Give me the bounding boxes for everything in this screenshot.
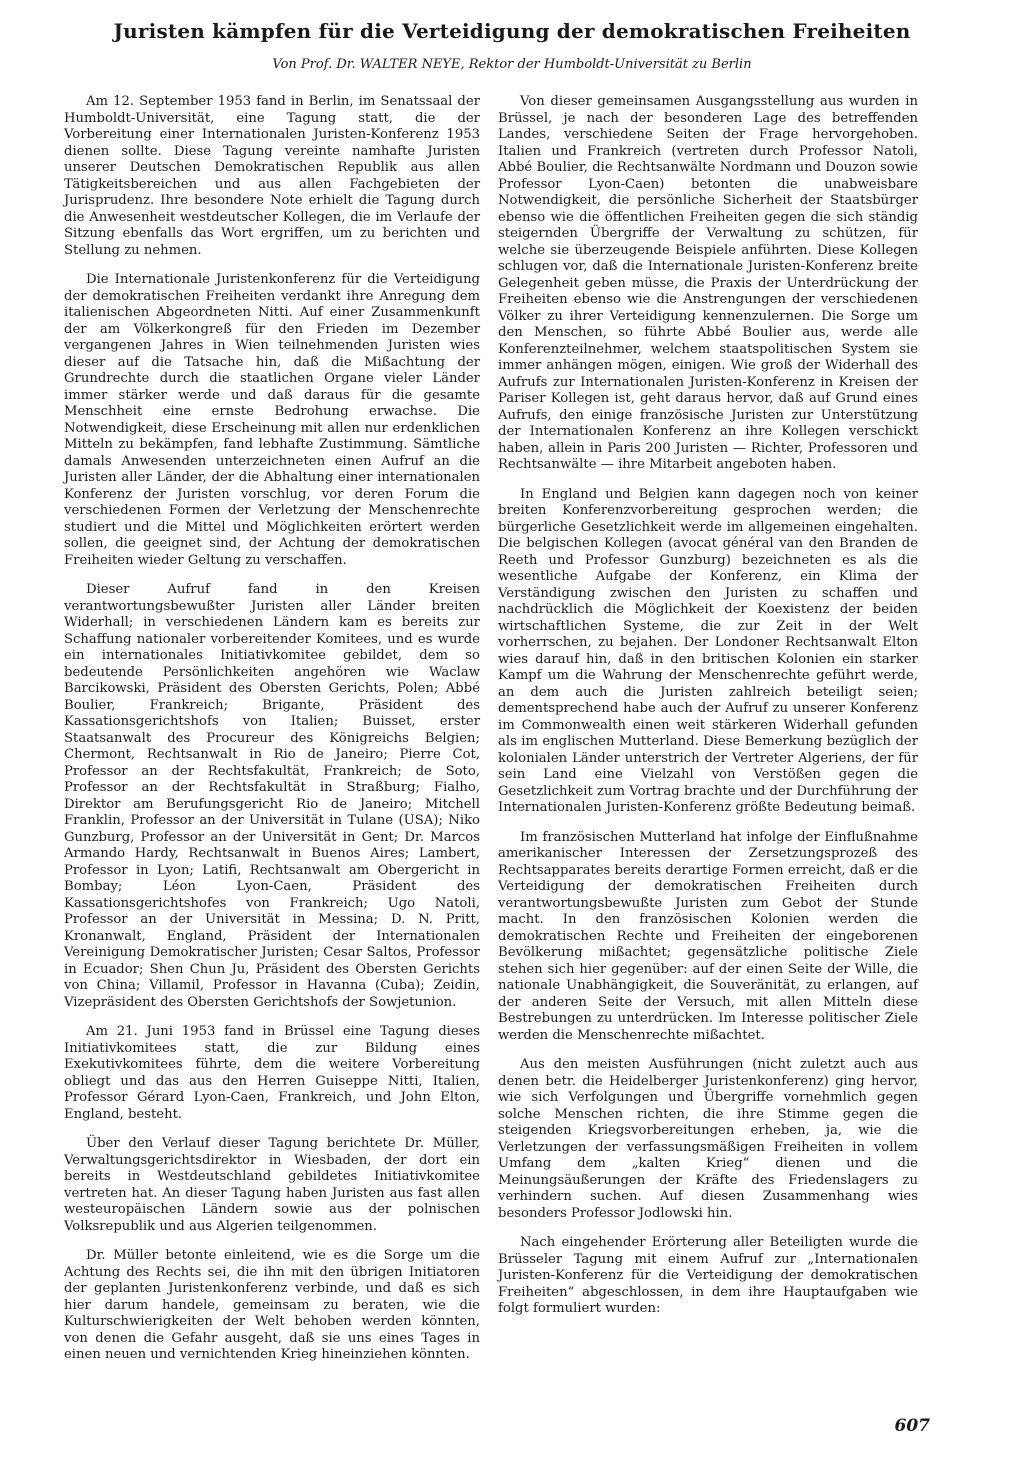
left-column	[64, 94, 480, 1377]
paragraph: Im französischen Mutterland hat infolge der Einflußnahme amerikanischer Interessen der Zersetzungsprozeß des Rechtsapparates bereits derartige Formen erreicht, daß er die Verteidigung der demokratischen Freiheiten durch verantwortungsbewußte Juristen zum Gebot der Stunde macht. In den französischen Kolonien werden die demokratischen Rechte und Freiheiten der eingeborenen Bevölkerung mißachtet; gegensätzliche politische Ziele stehen sich hier gegenüber: auf der einen Seite der Wille, die nationale Unabhängigkeit, die Souveränität, zu erlangen, auf der anderen Seite der Versuch, mit allen Mitteln diese Bestrebungen zu unterdrücken. Im Interesse politischer Ziele werden die Menschenrechte mißachtet.	[498, 829, 918, 1043]
paragraph: Am 21. Juni 1953 fand in Brüssel eine Tagung dieses Initiativkomitees statt, die zur Bildung eines Exekutivkomitees führte, dem die weitere Vorbereitung obliegt und das aus den Herren Guiseppe Nitti, Italien, Professor Gérard Lyon-Caen, Frankreich, und John Elton, England, besteht.	[64, 1024, 480, 1122]
paragraph: In England und Belgien kann dagegen noch von keiner breiten Konferenzvorbereitung gesprochen werden; die bürgerliche Gesetzlichkeit werde im allgemeinen eingehalten. Die belgischen Kollegen (avocat général van den Branden de Reeth und Professor Gunzburg) bezeichneten es als die wesentliche Aufgabe der Konferenz, ein Klima der Verständigung zwischen den Juristen zu schaffen und nachdrücklich die Möglichkeit der Koexistenz der beiden wirtschaftlichen Systeme, die zur Zeit in der Welt vorherrschen, zu bejahen. Der Londoner Rechtsanwalt Elton wies darauf hin, daß in den britischen Kolonien ein starker Kampf um die Wahrung der Menschenrechte geführt werde, an dem auch die Juristen zahlreich beteiligt seien; dementsprechend habe auch der Aufruf zu unserer Konferenz im Commonwealth einen weit stärkeren Widerhall gefunden als im englischen Mutterland. Diese Bemerkung bezüglich der kolonialen Länder unterstrich der Vertreter Algeriens, der für sein Land eine Vielzahl von Verstößen gegen die Gesetzlichkeit zum Vortrag brachte und der Durchführung der Internationalen Juristen-Konferenz größte Bedeutung beimaß.	[498, 486, 918, 815]
paragraph: Dieser Aufruf fand in den Kreisen verantwortungsbewußter Juristen aller Länder breiten Widerhall; in verschiedenen Ländern kam es bereits zur Schaffung nationaler vorbereitender Komitees, und es wurde ein internationales Initiativkomitee gebildet, dem so bedeutende Persönlichkeiten angehören wie Waclaw Barcikowski, Präsident des Obersten Gerichts, Polen; Abbé Boulier, Frankreich; Brigante, Präsident des Kassationsgerichtshofs von Italien; Buisset, erster Staatsanwalt des Procureur des Königreichs Belgien; Chermont, Rechtsanwalt in Rio de Janeiro; Pierre Cot, Professor an der Rechtsfakultät, Frankreich; de Soto, Professor an der Rechtsfakultät in Straßburg; Fialho, Direktor am Berufungsgericht Rio de Janeiro; Mitchell Franklin, Professor an der Universität in Tulane (USA); Niko Gunzburg, Professor an der Universität in Gent; Dr. Marcos Armando Hardy, Rechtsanwalt in Buenos Aires; Lambert, Professor in Lyon; Latifi, Rechtsanwalt am Obergericht in Bombay; Léon Lyon-Caen, Präsident des Kassationsgerichtshofes von Frankreich; Ugo Natoli, Professor an der Universität in Messina; D. N. Pritt, Kronanwalt, England, Präsident der Internationalen Vereinigung Demokratischer Juristen; Cesar Saltos, Professor in Ecuador; Shen Chun Ju, Präsident des Obersten Gerichts von China; Villamil, Professor in Havanna (Cuba); Zeidin, Vizepräsident des Obersten Gerichtshofs der Sowjetunion.	[64, 582, 480, 1010]
article-title: Juristen kämpfen für die Verteidigung der demokratischen Freiheiten	[113, 19, 911, 43]
paragraph: Dr. Müller betonte einleitend, wie es die Sorge um die Achtung des Rechts sei, die ihn mit den übrigen Initiatoren der geplanten Juristenkonferenz verbinde, und daß es sich hier darum handele, gemeinsam zu beraten, wie die Kulturschwierigkeiten der Welt behoben werden könnten, von denen die Gefahr ausgeht, daß sie uns eines Tages in einen neuen und vernichtenden Krieg hineinziehen könnten.	[64, 1248, 480, 1362]
author-byline: Von Prof. Dr. WALTER NEYE, Rektor der Humboldt-Universität zu Berlin	[272, 57, 752, 72]
paragraph: Die Internationale Juristenkonferenz für die Verteidigung der demokratischen Freiheiten verdankt ihre Anregung dem italienischen Abgeordneten Nitti. Auf einer Zusammenkunft der am Völkerkongreß für den Frieden im Dezember vergangenen Jahres in Wien teilnehmenden Juristen wies dieser auf die Tatsache hin, daß die Mißachtung der Grundrechte durch die staatlichen Organe vieler Länder immer stärker werde und daß daraus für die gesamte Menschheit eine ernste Bedrohung erwachse. Die Notwendigkeit, diese Erscheinung mit allen nur erdenklichen Mitteln zu bekämpfen, fand lebhafte Zustimmung. Sämtliche damals Anwesenden unterzeichneten einen Aufruf an die Juristen aller Länder, der die Abhaltung einer internationalen Konferenz der Juristen vorschlug, vor deren Forum die verschiedenen Formen der Verletzung der Menschenrechte studiert und die Mittel und Möglichkeiten erörtert werden sollen, die geeignet sind, der Achtung der demokratischen Freiheiten wieder Geltung zu verschaffen.	[64, 272, 480, 568]
paragraph: Aus den meisten Ausführungen (nicht zuletzt auch aus denen betr. die Heidelberger Juristenkonferenz) ging hervor, wie sich Verfolgungen und Übergriffe vornehmlich gegen solche Menschen richten, die ihre Stimme gegen die steigenden Kriegsvorbereitungen erheben, ja, wie die Verletzungen der verfassungsmäßigen Freiheiten in vollem Umfang dem „kalten Krieg“ dienen und die Meinungsäußerungen der Kräfte des Friedenslagers zu verhindern suchen. Auf diesen Zusammenhang wies besonders Professor Jodlowski hin.	[498, 1057, 918, 1221]
paragraph: Nach eingehender Erörterung aller Beteiligten wurde die Brüsseler Tagung mit einem Aufruf zur „Internationalen Juristen-Konferenz für die Verteidigung der demokratischen Freiheiten“ abgeschlossen, in dem ihre Hauptaufgaben wie folgt formuliert wurden:	[498, 1235, 918, 1316]
right-column	[498, 94, 918, 1331]
page-number: 607	[894, 1416, 930, 1436]
paragraph: Am 12. September 1953 fand in Berlin, im Senatssaal der Humboldt-Universität, eine Tagung statt, die der Vorbereitung einer Internationalen Juristen-Konferenz 1953 dienen sollte. Diese Tagung vereinte namhafte Juristen unserer Deutschen Demokratischen Republik aus allen Tätigkeitsbereichen und aus allen Fachgebieten der Jurisprudenz. Ihre besondere Note erhielt die Tagung durch die Anwesenheit westdeutscher Kollegen, die im Verlaufe der Sitzung ebenfalls das Wort ergriffen, um zu berichten und Stellung zu nehmen.	[64, 94, 480, 258]
paragraph: Über den Verlauf dieser Tagung berichtete Dr. Müller, Verwaltungsgerichtsdirektor in Wiesbaden, der dort ein bereits in Westdeutschland gebildetes Initiativkomitee vertreten hat. An dieser Tagung haben Juristen aus fast allen westeuropäischen Ländern sowie aus der polnischen Volksrepublik und aus Algerien teilgenommen.	[64, 1136, 480, 1234]
paragraph: Von dieser gemeinsamen Ausgangsstellung aus wurden in Brüssel, je nach der besonderen Lage des betreffenden Landes, verschiedene Seiten der Frage hervorgehoben. Italien und Frankreich (vertreten durch Professor Natoli, Abbé Boulier, die Rechtsanwälte Nordmann und Douzon sowie Professor Lyon-Caen) betonten die unabweisbare Notwendigkeit, die persönliche Sicherheit der Staatsbürger ebenso wie die öffentlichen Freiheiten gegen die sich ständig steigernden Übergriffe der Verwaltung zu schützen, für welche sie überzeugende Beispiele anführten. Diese Kollegen schlugen vor, daß die Internationale Juristen-Konferenz breite Gelegenheit geben müsse, die Praxis der Unterdrückung der Freiheiten ebenso wie die Anstrengungen der verschiedenen Völker zu ihrer Verteidigung kennenzulernen. Die Sorge um den Menschen, so führte Abbé Boulier aus, werde alle Konferenzteilnehmer, welchem staatspolitischen System sie immer anhängen mögen, einigen. Wie groß der Widerhall des Aufrufs zur Internationalen Juristen-Konferenz in Kreisen der Pariser Kollegen ist, geht daraus hervor, daß auf Grund eines Aufrufs, den einige französische Juristen zur Unterstützung der Internationalen Konferenz an ihre Kollegen verschickt haben, allein in Paris 200 Juristen — Richter, Professoren und Rechtsanwälte — ihre Mitarbeit angeboten haben.	[498, 94, 918, 472]
